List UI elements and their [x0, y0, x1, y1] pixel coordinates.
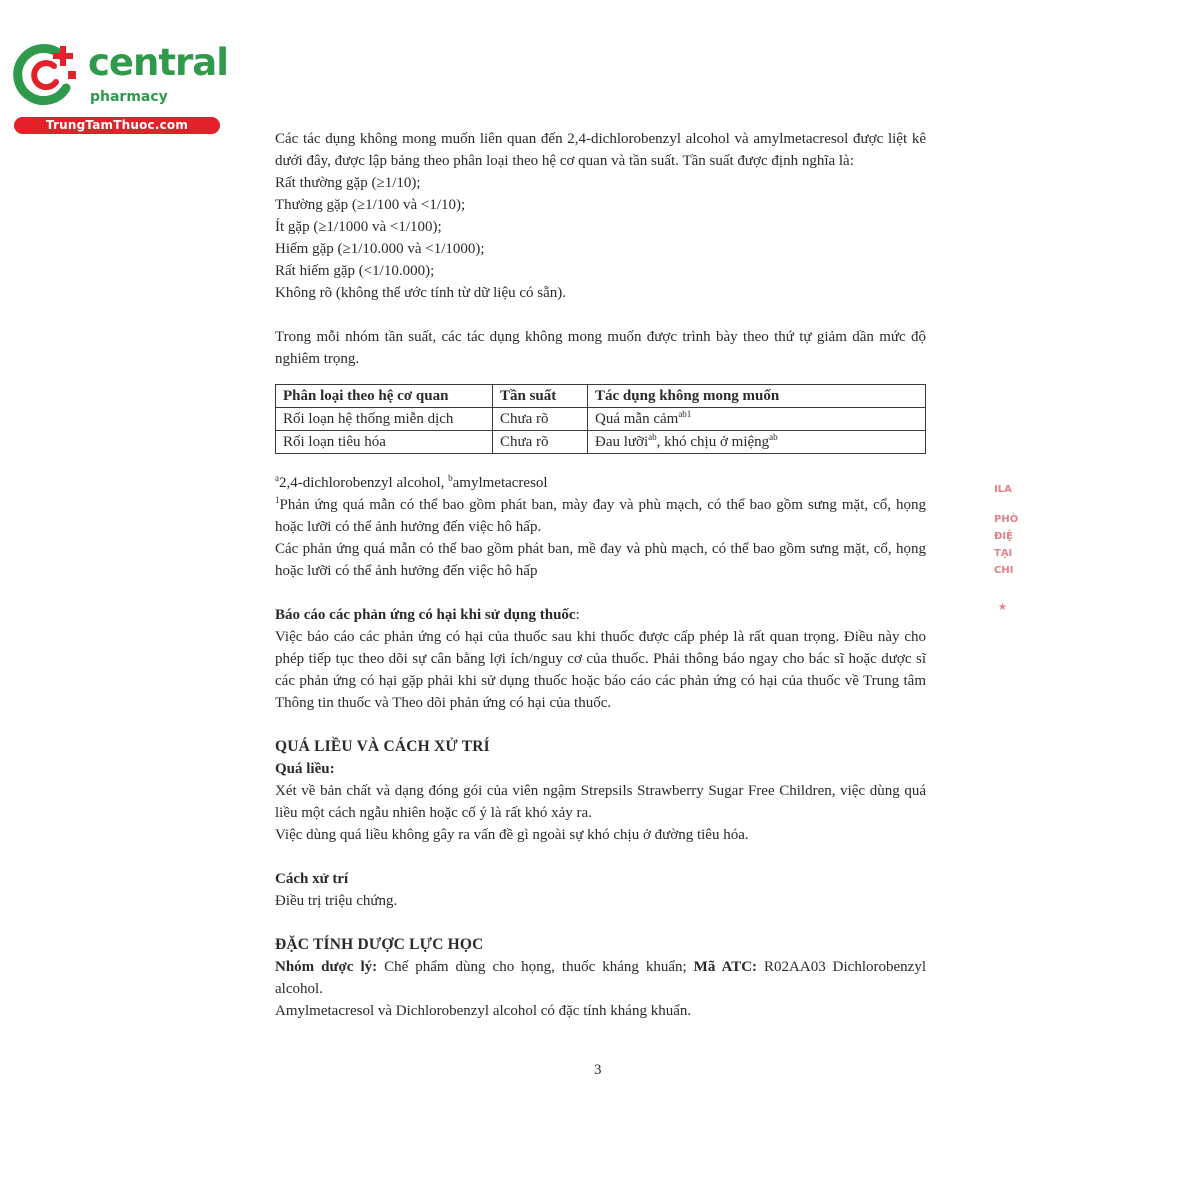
- frequency-item: Không rõ (không thể ước tính từ dữ liệu có sẵn).: [275, 285, 567, 301]
- frequency-item: Hiếm gặp (≥1/10.000 và <1/1000);: [275, 241, 485, 257]
- report-heading: Báo cáo các phản ứng có hại khi sử dụng thuốc:: [275, 607, 580, 623]
- stamp-text: ILA: [994, 484, 1012, 495]
- table-header-row: [276, 385, 926, 408]
- central-pharmacy-logo[interactable]: [10, 38, 228, 136]
- treatment-paragraph: Điều trị triệu chứng.: [275, 893, 398, 909]
- overdose-paragraph: Xét về bản chất và dạng đóng gói của viên ngậm Strepsils Strawberry Sugar Free Children, việc dùng quá liều một cách ngẫu nhiên hoặc cố ý là rất khó xảy ra.: [275, 783, 926, 821]
- report-paragraph: Việc báo cáo các phản ứng có hại của thuốc sau khi thuốc được cấp phép là rất quan trọng. Điều này cho phép tiếp tục theo dõi sự cân bằng lợi ích/nguy cơ của thuốc. Phải thông báo ngay cho bác sĩ hoặc dược sĩ các phản ứng có hại gặp phải khi sử dụng thuốc hoặc báo cáo các phản ứng có hại của thuốc về Trung tâm Thông tin thuốc và Theo dõi phản ứng có hại của thuốc.: [275, 629, 926, 711]
- logo-subtitle: pharmacy: [90, 89, 168, 105]
- overdose-paragraph: Việc dùng quá liều không gây ra vấn đề gì ngoài sự khó chịu ở đường tiêu hóa.: [275, 827, 749, 843]
- severity-order-paragraph: Trong mỗi nhóm tần suất, các tác dụng không mong muốn được trình bày theo thứ tự giảm dần mức độ nghiêm trọng.: [275, 329, 926, 367]
- effect-superscript: ab: [648, 432, 657, 442]
- star-icon: ★: [998, 602, 1007, 613]
- frequency-item: Ít gặp (≥1/1000 và <1/100);: [275, 219, 442, 235]
- table-cell-effect: [588, 408, 926, 431]
- footnote-hypersensitivity: Các phản ứng quá mẫn có thể bao gồm phát ban, mề đay và phù mạch, có thể bao gồm sưng mặt, cổ, họng hoặc lưỡi có thể ảnh hưởng đến việc hô hấp: [275, 541, 926, 579]
- effect-text: , khó chịu ở miệng: [656, 434, 770, 450]
- effect-text: Quá mẫn cảm: [595, 411, 679, 427]
- stamp-text: CHI: [994, 565, 1014, 576]
- footnote-ab: $^a$2,4-dichlorobenzyl alcohol, $^b$amylmetacresol: [275, 473, 548, 491]
- effect-superscript: ab: [769, 432, 778, 442]
- page-number: 3: [594, 1062, 602, 1078]
- table-cell-frequency: Chưa rõ: [493, 408, 588, 431]
- table-header-frequency: Tần suất: [493, 385, 588, 408]
- stamp-text: PHÒ: [994, 514, 1019, 525]
- table-cell-frequency: Chưa rõ: [493, 431, 588, 454]
- pharmacodynamics-heading: ĐẶC TÍNH DƯỢC LỰC HỌC: [275, 936, 484, 953]
- frequency-item: Thường gặp (≥1/100 và <1/10);: [275, 197, 466, 213]
- antibacterial-paragraph: Amylmetacresol và Dichlorobenzyl alcohol có đặc tính kháng khuẩn.: [275, 1003, 692, 1019]
- treatment-heading: Cách xử trí: [275, 871, 349, 887]
- table-cell-organ: Rối loạn tiêu hóa: [276, 431, 493, 454]
- stamp-text: TẠI: [994, 548, 1013, 559]
- table-cell-effect: [588, 431, 926, 454]
- pharmacy-cross-logo-icon: [10, 38, 82, 110]
- logo-url-banner[interactable]: TrungTamThuoc.com: [14, 117, 220, 134]
- table-header-effect: Tác dụng không mong muốn: [588, 385, 926, 408]
- frequency-item: Rất hiếm gặp (<1/10.000);: [275, 263, 435, 279]
- red-stamp-fragment: [990, 480, 1030, 630]
- stamp-text: ĐIỆ: [994, 531, 1013, 542]
- intro-paragraph: Các tác dụng không mong muốn liên quan đến 2,4-dichlorobenzyl alcohol và amylmetacresol được liệt kê dưới đây, được lập bảng theo phân loại theo hệ cơ quan và tần suất. Tần suất được định nghĩa là:: [275, 131, 926, 169]
- table-header-organ: Phân loại theo hệ cơ quan: [276, 385, 493, 408]
- table-row: [276, 408, 926, 431]
- overdose-subheading: Quá liều:: [275, 761, 335, 777]
- adverse-effects-table: [275, 384, 926, 454]
- logo-brand-name: central: [88, 41, 228, 84]
- pharmacology-group-paragraph: Nhóm dược lý: Chế phẩm dùng cho họng, thuốc kháng khuẩn; Mã ATC: R02AA03 Dichlorobenzyl alcohol.: [275, 959, 926, 997]
- footnote-1: $^1$Phản ứng quá mẫn có thể bao gồm phát ban, mày đay và phù mạch, có thể bao gồm sưng mặt, cổ, họng hoặc lưỡi có thể ảnh hưởng đến việc hô hấp.: [275, 495, 926, 535]
- table-row: [276, 431, 926, 454]
- overdose-heading: QUÁ LIỀU VÀ CÁCH XỬ TRÍ: [275, 738, 490, 755]
- frequency-item: Rất thường gặp (≥1/10);: [275, 175, 421, 191]
- document-body: [275, 128, 926, 1022]
- effect-superscript: ab1: [678, 409, 692, 419]
- table-cell-organ: Rối loạn hệ thống miễn dịch: [276, 408, 493, 431]
- effect-text: Đau lưỡi: [595, 434, 649, 450]
